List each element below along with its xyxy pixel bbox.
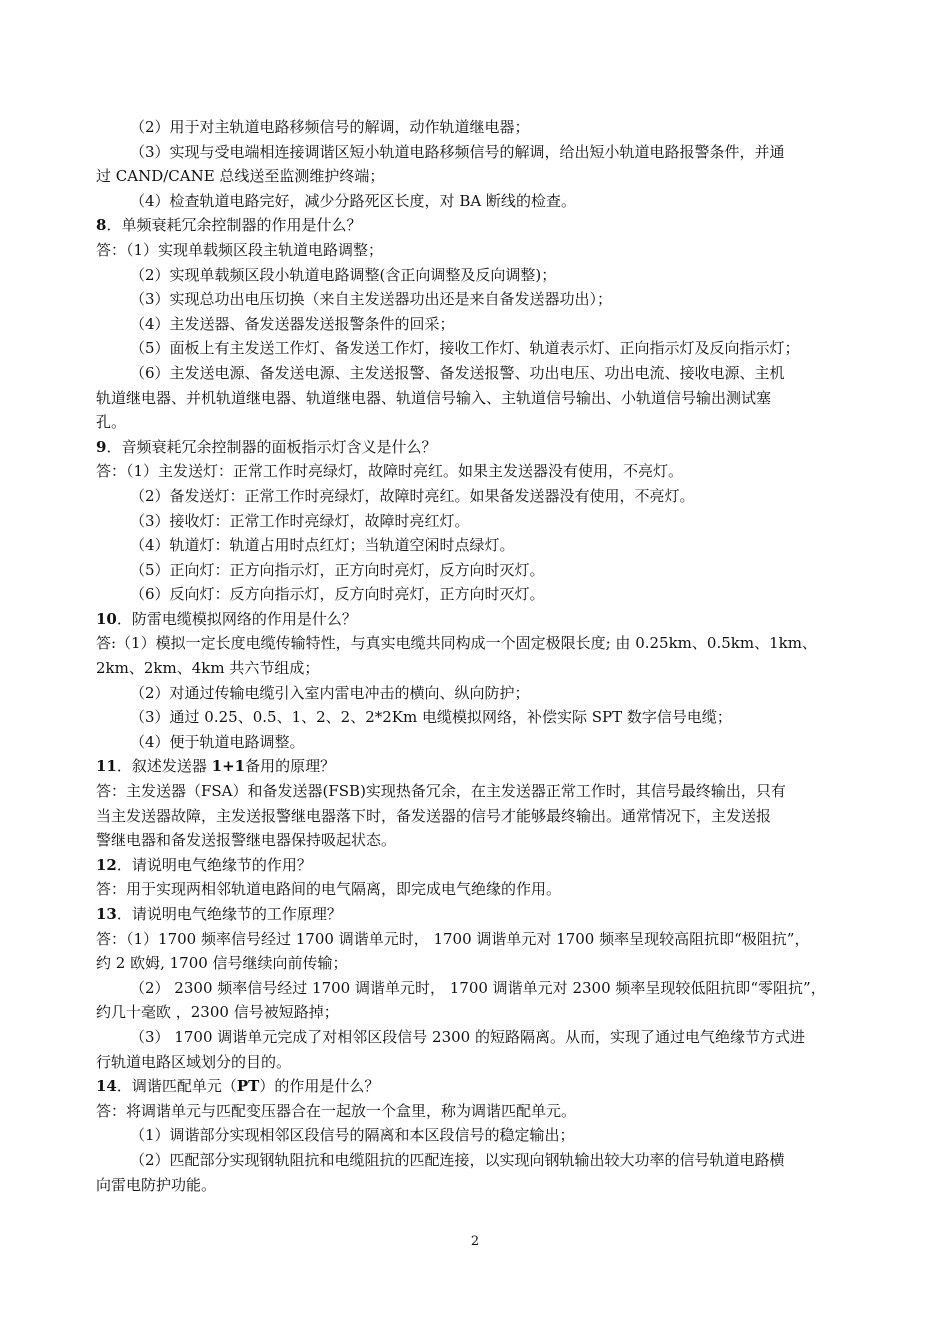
paragraph-line: 约 2 欧姆, 1700 信号继续向前传输； [96, 954, 348, 973]
page-number: 2 [470, 1234, 480, 1249]
paragraph-line: （4）便于轨道电路调整。 [130, 732, 305, 751]
paragraph-line: （6）主发送电源、备发送电源、主发送报警、备发送报警、功出电压、功出电流、接收电源、主机 [130, 363, 785, 382]
answer-line: 答:（1）模拟一定长度电缆传输特性，与真实电缆共同构成一个固定极限长度; 由 0.25km、0.5km、1km、 [96, 634, 817, 653]
question-heading: 14．调谐匹配单元（PT）的作用是什么？ [96, 1077, 380, 1096]
paragraph-line: 向雷电防护功能。 [96, 1175, 217, 1194]
paragraph-line: （6）反向灯：反方向指示灯，反方向时亮灯，正方向时灭灯。 [130, 585, 545, 604]
answer-line: 答：（1）主发送灯：正常工作时亮绿灯，故障时亮红。如果主发送器没有使用，不亮灯。 [96, 462, 684, 481]
paragraph-line: （4）检查轨道电路完好，减少分路死区长度，对 BA 断线的检查。 [130, 191, 576, 210]
paragraph-line: 当主发送器故障，主发送报警继电器落下时，备发送器的信号才能够最终输出。通常情况下，主发送报 [96, 806, 772, 825]
answer-line: 答：（1）1700 频率信号经过 1700 调谐单元时， 1700 调谐单元对 1700 频率呈现较高阻抗即“极阻抗”， [96, 929, 810, 948]
question-heading: 12．请说明电气绝缘节的作用？ [96, 855, 312, 874]
paragraph-line: （4）轨道灯：轨道占用时点红灯；当轨道空闲时点绿灯。 [130, 536, 515, 555]
paragraph-line: 约几十毫欧 ，2300 信号被短路掉； [96, 1003, 339, 1022]
paragraph-line: 2km、2km、4km 共六节组成； [96, 659, 320, 678]
question-number: 12 [96, 855, 117, 874]
paragraph-line: （3）实现与受电端相连接调谐区短小轨道电路移频信号的解调，给出短小轨道电路报警条件，并通 [130, 142, 785, 161]
question-number: 8 [96, 216, 107, 235]
paragraph-line: （3） 1700 调谐单元完成了对相邻区段信号 2300 的短路隔离。从而，实现了通过电气绝缘节方式进 [130, 1027, 805, 1046]
paragraph-line: （2） 2300 频率信号经过 1700 调谐单元时， 1700 调谐单元对 2300 频率呈现较低阻抗即“零阻抗”， [130, 978, 826, 997]
paragraph-line: 孔。 [96, 413, 127, 432]
question-number: 10 [96, 609, 117, 628]
paragraph-line: （5）面板上有主发送工作灯、备发送工作灯，接收工作灯、轨道表示灯、正向指示灯及反向指示灯； [130, 339, 800, 358]
paragraph-line: （3）通过 0.25、0.5、1、2、2、2*2Km 电缆模拟网络，补偿实际 SPT 数字信号电缆； [130, 708, 732, 727]
paragraph-line: （2）用于对主轨道电路移频信号的解调，动作轨道继电器； [130, 118, 530, 136]
question-heading: 9．音频衰耗冗余控制器的面板指示灯含义是什么？ [96, 437, 437, 456]
answer-line: 答：主发送器（FSA）和备发送器(FSB)实现热备冗余，在主发送器正常工作时，其信号最终输出，只有 [96, 782, 786, 801]
question-number: 13 [96, 905, 117, 923]
question-heading: 11．叙述发送器 1+1备用的原理？ [96, 757, 336, 776]
paragraph-line: （4）主发送器、备发送器发送报警条件的回采； [130, 314, 455, 333]
paragraph-line: 轨道继电器、并机轨道继电器、轨道继电器、轨道信号输入、主轨道信号输出、小轨道信号输出测试塞 [96, 388, 772, 407]
question-number: 9 [96, 437, 107, 456]
paragraph-line: （2）备发送灯：正常工作时亮绿灯，故障时亮红。如果备发送器没有使用，不亮灯。 [130, 486, 695, 505]
paragraph-line: （3）接收灯：正常工作时亮绿灯，故障时亮红灯。 [130, 511, 470, 530]
paragraph-line: 行轨道电路区域划分的目的。 [96, 1052, 292, 1071]
paragraph-line: （2）匹配部分实现钢轨阻抗和电缆阻抗的匹配连接，以实现向钢轨输出较大功率的信号轨道电路横 [130, 1150, 785, 1169]
paragraph-line: （3）实现总功出电压切换（来自主发送器功出还是来自备发送器功出）； [130, 290, 613, 309]
question-heading: 13．请说明电气绝缘节的工作原理？ [96, 905, 342, 923]
paragraph-line: （5）正向灯：正方向指示灯，正方向时亮灯，反方向时灭灯。 [130, 560, 545, 579]
question-heading: 10．防雷电缆模拟网络的作用是什么？ [96, 609, 357, 628]
question-heading: 8．单频衰耗冗余控制器的作用是什么？ [96, 216, 362, 235]
answer-line: 答：（1）实现单载频区段主轨道电路调整； [96, 240, 384, 259]
paragraph-line: 警继电器和备发送报警继电器保持吸起状态。 [96, 831, 397, 850]
answer-line: 答：将调谐单元与匹配变压器合在一起放一个盒里，称为调谐匹配单元。 [96, 1101, 577, 1120]
paragraph-line: （1）调谐部分实现相邻区段信号的隔离和本区段信号的稳定输出； [130, 1126, 575, 1145]
paragraph-line: 过 CAND/CANE 总线送至监测维护终端； [96, 167, 385, 186]
question-number: 14 [96, 1077, 117, 1096]
paragraph-line: （2）实现单载频区段小轨道电路调整(含正向调整及反向调整)； [130, 265, 557, 284]
question-number: 11 [96, 757, 117, 776]
answer-line: 答：用于实现两相邻轨道电路间的电气隔离，即完成电气绝缘的作用。 [96, 880, 562, 899]
page-body [96, 115, 856, 1197]
paragraph-line: （2）对通过传输电缆引入室内雷电冲击的横向、纵向防护； [130, 683, 530, 702]
